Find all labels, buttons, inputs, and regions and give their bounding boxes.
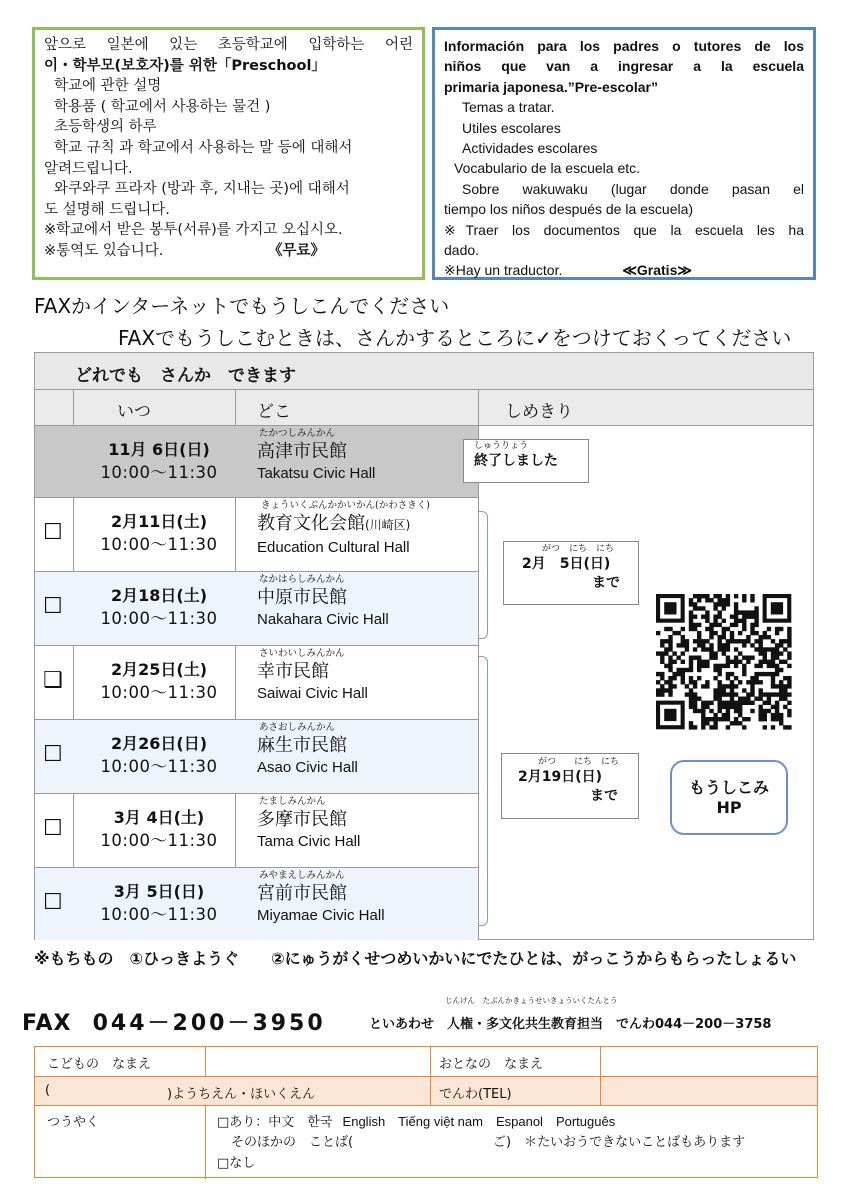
row-place-ruby: さいわいしみんかん bbox=[259, 648, 345, 659]
row-place-jp: 麻生市民館 bbox=[257, 735, 347, 756]
row-time: 10:00～11:30 bbox=[100, 757, 218, 776]
interpreter-no[interactable]: □なし bbox=[217, 1156, 256, 1171]
row-place-en: Nakahara Civic Hall bbox=[257, 611, 389, 628]
korean-title-line2: 이・학부모(보호자)를 위한「Preschool」 bbox=[44, 57, 326, 74]
instruction-line-1: FAXかインターネットでもうしこんでください bbox=[34, 294, 450, 318]
other-language-field[interactable] bbox=[380, 1129, 488, 1149]
application-form bbox=[34, 1046, 818, 1178]
ended-ruby: しゅうりょう bbox=[474, 441, 529, 451]
korean-item-2: 학용품 ( 학교에서 사용하는 물건 ) bbox=[54, 98, 271, 115]
form-divider bbox=[205, 1047, 206, 1076]
form-divider bbox=[35, 1105, 817, 1106]
row-place bbox=[257, 648, 368, 705]
column-deadline: しめきり bbox=[505, 402, 573, 422]
interpreter-languages: English Tiếng việt nam Espanol Português bbox=[342, 1114, 616, 1129]
row-place-ruby: みやまえしみんかん bbox=[259, 870, 345, 881]
interpreter-yes-row[interactable] bbox=[217, 1111, 615, 1130]
row-place-en: Saiwai Civic Hall bbox=[257, 685, 368, 702]
schedule-row-nakahara bbox=[35, 572, 478, 646]
row-date bbox=[83, 510, 235, 556]
deadline-1-date: 2月 5日(日) bbox=[522, 556, 611, 572]
interpreter-label: つうやく bbox=[47, 1115, 100, 1130]
checkbox-saiwai[interactable]: ❑ bbox=[43, 668, 63, 693]
korean-item-4b: 알려드립니다. bbox=[44, 160, 133, 177]
row-place-en: Tama Civic Hall bbox=[257, 833, 361, 850]
row-date bbox=[83, 806, 235, 852]
row-place bbox=[257, 796, 360, 853]
row-time: 10:00～11:30 bbox=[100, 831, 218, 850]
row-place-ruby: きょういくぶんかかいかん(かわさきく) bbox=[261, 500, 430, 511]
row-place-jp: 幸市民館 bbox=[257, 661, 329, 682]
spanish-item-5a: Sobre wakuwaku (lugar donde pasan el bbox=[462, 180, 804, 197]
row-place bbox=[257, 870, 385, 927]
form-divider bbox=[205, 1105, 206, 1179]
tel-field[interactable] bbox=[610, 1081, 810, 1103]
korean-item-5b: 도 설명해 드립니다. bbox=[44, 201, 170, 218]
row-place-ruby: あさおしみんかん bbox=[259, 722, 336, 733]
schedule-row-takatsu bbox=[35, 426, 478, 498]
column-where: どこ bbox=[257, 402, 291, 422]
spanish-item-2: Utiles escolares bbox=[462, 119, 561, 136]
korean-item-3: 초등학생의 하루 bbox=[54, 119, 157, 136]
row-place-name: 教育文化会館 bbox=[257, 513, 365, 534]
bracket-deadline-2 bbox=[478, 656, 488, 926]
row-place bbox=[257, 574, 389, 631]
row-place-en: Asao Civic Hall bbox=[257, 759, 358, 776]
schedule-row-tama bbox=[35, 794, 478, 868]
row-date bbox=[83, 438, 235, 484]
bracket-deadline-1 bbox=[478, 511, 488, 639]
child-name-field[interactable] bbox=[215, 1051, 425, 1073]
form-divider bbox=[600, 1047, 601, 1105]
spanish-free: ≪Gratis≫ bbox=[622, 262, 693, 279]
other-language-open: そのほかの ことば( bbox=[231, 1135, 354, 1150]
schedule-row-education bbox=[35, 498, 478, 572]
deadline-box-2 bbox=[501, 753, 639, 819]
row-date bbox=[83, 732, 235, 778]
row-place-ruby: なかはらしみんかん bbox=[259, 574, 345, 585]
other-language-close: ご) ＊たいおうできないことばもあります bbox=[493, 1135, 746, 1150]
adult-name-label: おとなの なまえ bbox=[439, 1057, 544, 1072]
form-divider bbox=[35, 1076, 817, 1077]
korean-item-5a: 와쿠와쿠 프라자 (방과 후, 지내는 곳)에 대해서 bbox=[54, 181, 350, 198]
row-place-jp: 中原市民館 bbox=[257, 587, 347, 608]
row-place-en: Education Cultural Hall bbox=[257, 539, 410, 556]
row-date bbox=[83, 658, 235, 704]
row-date-text: 3月 4日(土) bbox=[113, 808, 205, 827]
row-place bbox=[257, 500, 430, 559]
contact-info bbox=[369, 996, 772, 1032]
row-place-en: Takatsu Civic Hall bbox=[257, 465, 376, 482]
row-time: 10:00～11:30 bbox=[100, 463, 218, 482]
schedule-header: どれでも さんか できます bbox=[35, 353, 813, 390]
row-time: 10:00～11:30 bbox=[100, 609, 218, 628]
child-name-label: こどもの なまえ bbox=[47, 1057, 152, 1072]
schedule-row-miyamae bbox=[35, 868, 478, 940]
tel-label: でんわ(TEL) bbox=[439, 1087, 512, 1102]
row-place-jp: 多摩市民館 bbox=[257, 809, 347, 830]
apply-hp-bubble[interactable] bbox=[670, 760, 788, 835]
deadline-2-date: 2月19日(日) bbox=[518, 769, 603, 785]
row-time: 10:00～11:30 bbox=[100, 535, 218, 554]
row-place bbox=[257, 428, 375, 485]
checkbox-nakahara[interactable]: ☐ bbox=[43, 594, 63, 619]
schedule-column-headers bbox=[35, 390, 813, 426]
contact-text: といあわせ 人権・多文化共生教育担当 でんわ044－200－3758 bbox=[369, 1017, 772, 1032]
schedule-row-asao bbox=[35, 720, 478, 794]
row-date-text: 11月 6日(日) bbox=[108, 440, 210, 459]
ended-text: 終了しました bbox=[474, 453, 558, 469]
korean-note-2-row bbox=[44, 241, 413, 262]
spanish-item-1: Temas a tratar. bbox=[462, 99, 555, 116]
row-place-jp: 宮前市民館 bbox=[257, 883, 347, 904]
spanish-note-2-row bbox=[444, 260, 804, 280]
instruction-line-2: FAXでもうしこむときは、さんかするところに✓をつけておくってください bbox=[118, 326, 792, 350]
row-time: 10:00～11:30 bbox=[100, 905, 218, 924]
spanish-note-1b: dado. bbox=[444, 242, 480, 259]
spanish-item-3: Actividades escolares bbox=[462, 140, 598, 157]
row-time: 10:00～11:30 bbox=[100, 683, 218, 702]
schedule-row-saiwai bbox=[35, 646, 478, 720]
ended-box bbox=[463, 439, 589, 483]
row-date bbox=[83, 880, 235, 926]
row-place-ruby: たかつしみんかん bbox=[259, 428, 336, 439]
spanish-item-5b: tiempo los niños después de la escuela) bbox=[444, 201, 694, 218]
form-divider bbox=[430, 1047, 431, 1105]
spanish-info-box bbox=[432, 27, 816, 280]
row-place bbox=[257, 722, 358, 779]
korean-note-1: ※학교에서 받은 봉투(서류)를 가지고 오십시오. bbox=[44, 222, 343, 239]
apply-hp-label: HP bbox=[716, 798, 742, 817]
deadline-1-made: まで bbox=[592, 575, 620, 591]
row-place-ruby: たましみんかん bbox=[259, 796, 326, 807]
deadline-box-1 bbox=[503, 541, 639, 605]
row-date-text: 2月25日(土) bbox=[110, 660, 208, 679]
row-date-text: 2月18日(土) bbox=[110, 586, 208, 605]
korean-item-1: 학교에 관한 설명 bbox=[54, 78, 162, 95]
fax-label: FAX bbox=[22, 1011, 72, 1036]
spanish-title-line2: niños que van a ingresar a la escuela bbox=[444, 58, 804, 75]
fax-number: 044－200－3950 bbox=[92, 1011, 326, 1036]
deadline-1-ruby: がつ にち にち bbox=[542, 544, 615, 554]
column-when: いつ bbox=[117, 402, 151, 422]
row-date-text: 2月11日(土) bbox=[110, 512, 208, 531]
deadline-2-ruby: がつ にち にち bbox=[538, 757, 620, 767]
bring-items: ※もちもの ①ひっきようぐ ②にゅうがくせつめいかいにでたひとは、がっこうからもらったしょるい bbox=[34, 949, 797, 968]
qr-code[interactable] bbox=[650, 590, 800, 734]
apply-label: もうしこみ bbox=[688, 778, 769, 797]
row-place-jp: 高津市民館 bbox=[257, 441, 347, 462]
kindergarten-open: ( bbox=[45, 1083, 51, 1098]
checkbox-education[interactable]: ☐ bbox=[43, 520, 63, 545]
korean-info-box bbox=[32, 27, 425, 280]
spanish-item-4: Vocabulario de la escuela etc. bbox=[454, 160, 641, 177]
row-place-jp bbox=[257, 512, 430, 537]
deadline-2-made: まで bbox=[590, 788, 618, 804]
row-date-text: 3月 5日(日) bbox=[113, 882, 205, 901]
row-date bbox=[83, 584, 235, 630]
checkbox-asao[interactable]: ☐ bbox=[43, 742, 63, 767]
spanish-title-line1: Información para los padres o tutores de los bbox=[444, 38, 804, 54]
kindergarten-label: )ようちえん・ほいくえん bbox=[167, 1087, 316, 1102]
qr-code-icon bbox=[650, 590, 800, 734]
adult-name-field[interactable] bbox=[610, 1051, 810, 1073]
korean-title-line1: 앞으로 일본에 있는 초등학교에 입학하는 어린 bbox=[44, 37, 413, 53]
row-date-text: 2月26日(日) bbox=[110, 734, 208, 753]
spanish-title-line3: primaria japonesa.”Pre-escolar” bbox=[444, 78, 658, 95]
kindergarten-field[interactable] bbox=[53, 1081, 163, 1103]
spanish-note-2: ※Hay un traductor. bbox=[444, 262, 563, 279]
interpreter-yes[interactable]: □あり：中文 한국 bbox=[217, 1115, 333, 1130]
row-place-ward: (川崎区) bbox=[365, 518, 411, 532]
row-place-en: Miyamae Civic Hall bbox=[257, 907, 385, 924]
checkbox-miyamae[interactable]: ☐ bbox=[43, 890, 63, 915]
korean-note-2: ※통역도 있습니다. bbox=[44, 242, 164, 259]
checkbox-tama[interactable]: ☐ bbox=[43, 816, 63, 841]
korean-item-4a: 학교 규칙 과 학교에서 사용하는 말 등에 대해서 bbox=[54, 139, 353, 156]
contact-ruby: じんけん たぶんかきょうせいきょういくたんとう bbox=[445, 996, 618, 1005]
fax-line bbox=[22, 1006, 326, 1037]
spanish-note-1a: ※Traer los documentos que la escuela les ha bbox=[444, 221, 804, 238]
korean-free: 《무료》 bbox=[268, 242, 326, 259]
